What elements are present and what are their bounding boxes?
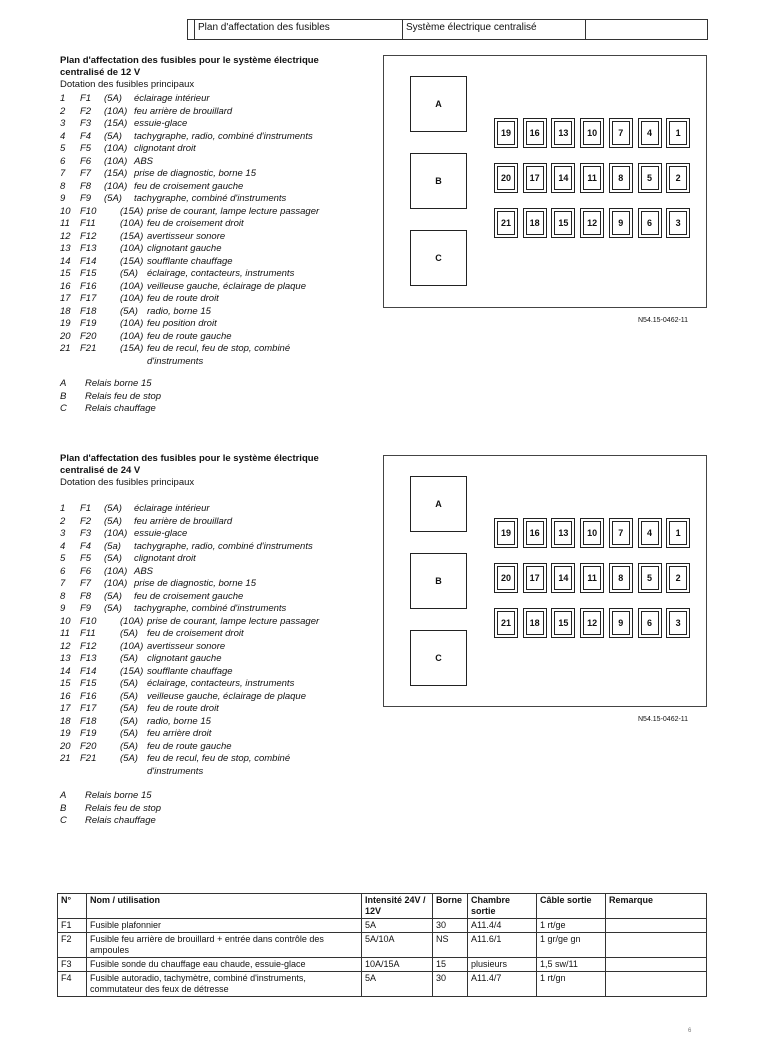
relay-description: Relais chauffage <box>85 815 156 826</box>
fuse-index: 8 <box>60 590 66 602</box>
fuse-rating: (15A) <box>120 205 144 217</box>
fuse-index: 18 <box>60 715 71 727</box>
fuse-description: prise de diagnostic, borne 15 <box>134 168 256 179</box>
fuse-id: F19 <box>80 318 97 329</box>
fuse-rating: (5A) <box>104 503 122 514</box>
fuse-slot: 14 <box>551 563 575 593</box>
cell-name: Fusible feu arrière de brouillard + entrée dans contrôle des ampoules <box>87 933 362 958</box>
cell-terminal: NS <box>433 933 468 958</box>
section-24v <box>60 453 350 826</box>
fuse-index: 7 <box>60 168 66 179</box>
fuse-id: F3 <box>80 528 92 539</box>
fuse-description: feu de croisement gauche <box>134 590 244 602</box>
relay-description: Relais borne 15 <box>85 378 152 389</box>
fuse-id: F9 <box>80 193 92 204</box>
fuse-index: 13 <box>60 243 71 254</box>
relay-description: Relais feu de stop <box>85 390 162 402</box>
fuse-index: 3 <box>60 118 66 129</box>
fuse-rating: (10A) <box>120 330 144 342</box>
fuse-description: feu de croisement droit <box>147 218 244 229</box>
fuse-id: F10 <box>80 205 97 217</box>
fuse-rating: (10A) <box>120 243 144 254</box>
relay-key: C <box>60 403 67 414</box>
fuse-id: F5 <box>80 143 92 154</box>
fuse-index: 6 <box>60 565 66 577</box>
cell-current: 5A <box>362 972 433 997</box>
fuse-slot: 17 <box>523 163 547 193</box>
fuse-slot: 8 <box>609 163 633 193</box>
fuse-rating: (5A) <box>120 740 138 752</box>
cell-current: 5A <box>362 919 433 933</box>
fuse-rating: (10A) <box>120 293 144 304</box>
fuse-id: F16 <box>80 280 97 292</box>
fuse-slot: 7 <box>609 118 633 148</box>
fuse-description: radio, borne 15 <box>147 305 211 317</box>
fuse-id: F12 <box>80 230 97 242</box>
fuse-rating: (5A) <box>104 590 122 602</box>
fuse-rating: (10A) <box>120 318 144 329</box>
fuse-slot: 21 <box>494 208 518 238</box>
cell-cable: 1 gr/ge gn <box>537 933 606 958</box>
fuse-slot: 18 <box>523 608 547 638</box>
relay-description: Relais chauffage <box>85 403 156 414</box>
fuse-id: F10 <box>80 615 97 627</box>
fuse-description: clignotant gauche <box>147 243 222 254</box>
relay-key: A <box>60 378 67 389</box>
fuse-id: F7 <box>80 578 92 589</box>
fuse-description: prise de courant, lampe lecture passager <box>147 205 320 217</box>
fuse-description: clignotant droit <box>134 143 196 154</box>
relay-description: Relais feu de stop <box>85 802 162 814</box>
fuse-description: prise de courant, lampe lecture passager <box>147 615 320 627</box>
col-header-current <box>362 894 433 919</box>
table-row <box>58 933 707 958</box>
cell-chamber: A11.4/4 <box>468 919 537 933</box>
fuse-index: 21 <box>60 343 71 354</box>
fuse-description: tachygraphe, radio, combiné d'instruments <box>134 540 313 552</box>
section-subtitle: Dotation des fusibles principaux <box>60 79 195 90</box>
fuse-index: 16 <box>60 280 71 292</box>
fuse-slot: 12 <box>580 208 604 238</box>
fuse-description: éclairage, contacteurs, instruments <box>147 268 295 279</box>
fuse-rating: (10A) <box>120 218 144 229</box>
col-header-remark: Remarque <box>606 894 707 919</box>
fuse-id: F1 <box>80 93 92 104</box>
cell-current: 10A/15A <box>362 958 433 972</box>
fuse-id: F21 <box>80 343 97 354</box>
header-cell-empty <box>188 20 195 39</box>
fuse-index: 2 <box>60 105 66 117</box>
fuse-description: veilleuse gauche, éclairage de plaque <box>147 690 306 702</box>
fuse-index: 1 <box>60 93 66 104</box>
cell-name: Fusible sonde du chauffage eau chaude, essuie-glace <box>87 958 362 972</box>
fuse-slot: 3 <box>666 208 690 238</box>
fuse-slot: 11 <box>580 563 604 593</box>
fuse-rating: (5A) <box>120 305 138 317</box>
fuse-slot: 10 <box>580 518 604 548</box>
fuse-box-diagram-12v <box>383 55 707 308</box>
fuse-description: feu de croisement gauche <box>134 180 244 192</box>
fuse-description: d'instruments <box>147 355 204 367</box>
fuse-index: 2 <box>60 515 66 527</box>
fuse-rating: (15A) <box>104 118 128 129</box>
relay-key: B <box>60 390 67 402</box>
table-row <box>58 972 707 997</box>
cell-chamber: A11.6/1 <box>468 933 537 958</box>
fuse-id: F11 <box>80 628 96 639</box>
fuse-description: feu de route gauche <box>147 740 232 752</box>
fuse-id: F15 <box>80 678 97 689</box>
relay-key: C <box>60 815 67 826</box>
fuse-rating: (15A) <box>120 230 144 242</box>
fuse-index: 4 <box>60 540 66 552</box>
fuse-slot: 6 <box>638 208 662 238</box>
fuse-description: clignotant droit <box>134 553 196 564</box>
fuse-rating: (10A) <box>120 615 144 627</box>
fuse-id: F20 <box>80 330 97 342</box>
relay-box-a: A <box>410 76 467 132</box>
fuse-slot: 8 <box>609 563 633 593</box>
fuse-id: F19 <box>80 728 97 739</box>
cell-name: Fusible plafonnier <box>87 919 362 933</box>
relay-box-c: C <box>410 630 467 686</box>
fuse-rating: (5A) <box>120 715 138 727</box>
fuse-slot: 7 <box>609 518 633 548</box>
fuse-description: soufflante chauffage <box>147 255 233 267</box>
fuse-description: veilleuse gauche, éclairage de plaque <box>147 280 306 292</box>
fuse-description: feu arrière de brouillard <box>134 105 233 117</box>
fuse-description: feu de route droit <box>147 703 219 714</box>
fuse-id: F18 <box>80 305 97 317</box>
fuse-description: radio, borne 15 <box>147 715 211 727</box>
fuse-rating: (15A) <box>120 343 144 354</box>
fuse-slot: 5 <box>638 563 662 593</box>
fuse-index: 13 <box>60 653 71 664</box>
fuse-rating: (5A) <box>120 268 138 279</box>
fuse-slot: 12 <box>580 608 604 638</box>
fuse-description: clignotant gauche <box>147 653 222 664</box>
relay-box-c: C <box>410 230 467 286</box>
fuse-slot: 2 <box>666 563 690 593</box>
fuse-rating: (5A) <box>104 553 122 564</box>
fuse-id: F1 <box>80 503 92 514</box>
fuse-index: 15 <box>60 268 71 279</box>
diagram-ref-24v: N54.15-0462-11 <box>638 716 689 723</box>
fuse-slot: 10 <box>580 118 604 148</box>
fuse-description: avertisseur sonore <box>147 640 226 652</box>
fuse-index: 5 <box>60 143 66 154</box>
relay-box-b: B <box>410 553 467 609</box>
fuse-id: F13 <box>80 243 97 254</box>
fuse-slot: 13 <box>551 518 575 548</box>
fuse-index: 6 <box>60 155 66 167</box>
fuse-description: feu arrière droit <box>147 728 212 739</box>
fuse-slot: 21 <box>494 608 518 638</box>
fuse-rating: (15A) <box>120 665 144 677</box>
fuse-slot: 2 <box>666 163 690 193</box>
col-header-current-label: Intensité 24V / 12V <box>365 895 426 916</box>
fuse-description: éclairage intérieur <box>134 503 210 514</box>
fuse-description: feu arrière de brouillard <box>134 515 233 527</box>
table-row <box>58 958 707 972</box>
fuse-index: 16 <box>60 690 71 702</box>
fuse-slot: 19 <box>494 518 518 548</box>
fuse-rating: (5a) <box>104 540 121 552</box>
fuse-id: F8 <box>80 180 92 192</box>
section-subtitle: Dotation des fusibles principaux <box>60 477 195 488</box>
fuse-slot: 4 <box>638 518 662 548</box>
fuse-rating: (5A) <box>120 678 138 689</box>
fuse-id: F13 <box>80 653 97 664</box>
cell-cable: 1 rt/ge <box>537 919 606 933</box>
fuse-rating: (5A) <box>120 753 138 764</box>
fuse-usage-table <box>57 893 707 997</box>
fuse-index: 10 <box>60 205 71 217</box>
fuse-rating: (10A) <box>120 640 144 652</box>
fuse-index: 11 <box>60 218 70 229</box>
fuse-index: 18 <box>60 305 71 317</box>
fuse-description: feu de recul, feu de stop, combiné <box>147 343 291 354</box>
cell-name: Fusible autoradio, tachymètre, combiné d'instruments, commutateur des feux de détresse <box>87 972 362 997</box>
fuse-id: F2 <box>80 105 92 117</box>
relay-box-a: A <box>410 476 467 532</box>
fuse-slot: 3 <box>666 608 690 638</box>
fuse-index: 10 <box>60 615 71 627</box>
fuse-id: F8 <box>80 590 92 602</box>
fuse-index: 1 <box>60 503 66 514</box>
relay-description: Relais borne 15 <box>85 790 152 801</box>
cell-remark <box>606 933 707 958</box>
cell-current: 5A/10A <box>362 933 433 958</box>
fuse-index: 9 <box>60 603 66 614</box>
fuse-index: 17 <box>60 703 71 714</box>
cell-cable: 1,5 sw/11 <box>537 958 606 972</box>
cell-chamber: A11.4/7 <box>468 972 537 997</box>
col-header-name: Nom / utilisation <box>87 894 362 919</box>
table-body <box>58 919 707 997</box>
fuse-id: F12 <box>80 640 97 652</box>
fuse-id: F11 <box>80 218 96 229</box>
cell-remark <box>606 972 707 997</box>
fuse-id: F6 <box>80 565 92 577</box>
fuse-id: F2 <box>80 515 92 527</box>
fuse-slot: 19 <box>494 118 518 148</box>
fuse-index: 19 <box>60 728 71 739</box>
fuse-slot: 9 <box>609 608 633 638</box>
header-cell-empty-right <box>586 20 707 39</box>
section-title: Plan d'affectation des fusibles pour le système électrique centralisé de 12 V <box>60 55 319 78</box>
fuse-rating: (10A) <box>104 180 128 192</box>
fuse-index: 17 <box>60 293 71 304</box>
fuse-rating: (10A) <box>104 105 128 117</box>
fuse-id: F18 <box>80 715 97 727</box>
fuse-index: 14 <box>60 255 71 267</box>
fuse-rating: (15A) <box>104 168 128 179</box>
fuse-id: F7 <box>80 168 92 179</box>
fuse-rating: (15A) <box>120 255 144 267</box>
fuse-id: F9 <box>80 603 92 614</box>
fuse-id: F20 <box>80 740 97 752</box>
fuse-slot: 20 <box>494 163 518 193</box>
header-bar <box>187 19 708 40</box>
col-header-terminal: Borne <box>433 894 468 919</box>
fuse-id: F14 <box>80 665 97 677</box>
fuse-rating: (5A) <box>104 130 122 142</box>
fuse-id: F17 <box>80 703 97 714</box>
cell-remark <box>606 919 707 933</box>
fuse-description: prise de diagnostic, borne 15 <box>134 578 256 589</box>
fuse-slot: 15 <box>551 608 575 638</box>
fuse-description: soufflante chauffage <box>147 665 233 677</box>
fuse-id: F14 <box>80 255 97 267</box>
cell-number: F3 <box>58 958 87 972</box>
header-cell-title: Plan d'affectation des fusibles <box>195 20 403 39</box>
fuse-rating: (5A) <box>104 515 122 527</box>
fuse-description: feu de recul, feu de stop, combiné <box>147 753 291 764</box>
fuse-slot: 9 <box>609 208 633 238</box>
col-header-cable: Câble sortie <box>537 894 606 919</box>
fuse-index: 11 <box>60 628 70 639</box>
fuse-rating: (5A) <box>104 193 122 204</box>
fuse-index: 3 <box>60 528 66 539</box>
diagram-ref-12v: N54.15-0462-11 <box>638 317 689 324</box>
fuse-rating: (10A) <box>104 155 128 167</box>
fuse-description: essuie-glace <box>134 528 188 539</box>
fuse-rating: (5A) <box>120 653 138 664</box>
fuse-rating: (10A) <box>104 528 128 539</box>
cell-terminal: 15 <box>433 958 468 972</box>
fuse-slot: 11 <box>580 163 604 193</box>
cell-terminal: 30 <box>433 919 468 933</box>
table-row <box>58 919 707 933</box>
relay-key: A <box>60 790 67 801</box>
fuse-slot: 20 <box>494 563 518 593</box>
fuse-slot: 16 <box>523 118 547 148</box>
fuse-slot: 16 <box>523 518 547 548</box>
fuse-id: F15 <box>80 268 97 279</box>
fuse-index: 19 <box>60 318 71 329</box>
fuse-box-diagram-24v <box>383 455 707 707</box>
fuse-index: 9 <box>60 193 66 204</box>
fuse-description: tachygraphe, combiné d'instruments <box>134 193 287 204</box>
fuse-id: F21 <box>80 753 97 764</box>
fuse-rating: (5A) <box>120 690 138 702</box>
fuse-slot: 4 <box>638 118 662 148</box>
fuse-index: 5 <box>60 553 66 564</box>
fuse-description: tachygraphe, combiné d'instruments <box>134 603 287 614</box>
fuse-index: 12 <box>60 640 71 652</box>
fuse-id: F17 <box>80 293 97 304</box>
cell-number: F4 <box>58 972 87 997</box>
fuse-rating: (10A) <box>104 578 128 589</box>
fuse-slot: 1 <box>666 518 690 548</box>
fuse-rating: (10A) <box>104 143 128 154</box>
fuse-index: 8 <box>60 180 66 192</box>
fuse-description: ABS <box>134 155 154 167</box>
cell-chamber: plusieurs <box>468 958 537 972</box>
fuse-description: feu position droit <box>147 318 217 329</box>
col-header-number: N° <box>58 894 87 919</box>
cell-terminal: 30 <box>433 972 468 997</box>
fuse-slot: 13 <box>551 118 575 148</box>
fuse-id: F4 <box>80 130 92 142</box>
section-title: Plan d'affectation des fusibles pour le système électrique centralisé de 24 V <box>60 453 319 476</box>
fuse-id: F5 <box>80 553 92 564</box>
page-mark: 6 <box>688 1028 692 1034</box>
fuse-rating: (10A) <box>120 280 144 292</box>
fuse-index: 12 <box>60 230 71 242</box>
cell-number: F1 <box>58 919 87 933</box>
col-header-chamber: Chambre sortie <box>468 894 537 919</box>
fuse-id: F16 <box>80 690 97 702</box>
relay-box-b: B <box>410 153 467 209</box>
header-cell-system: Système électrique centralisé <box>403 20 586 39</box>
fuse-slot: 15 <box>551 208 575 238</box>
fuse-slot: 17 <box>523 563 547 593</box>
relay-key: B <box>60 802 67 814</box>
fuse-description: feu de route droit <box>147 293 219 304</box>
fuse-rating: (5A) <box>104 93 122 104</box>
fuse-description: éclairage intérieur <box>134 93 210 104</box>
fuse-rating: (10A) <box>104 565 128 577</box>
fuse-description: éclairage, contacteurs, instruments <box>147 678 295 689</box>
fuse-slot: 18 <box>523 208 547 238</box>
table-header-row <box>58 894 707 919</box>
fuse-slot: 1 <box>666 118 690 148</box>
fuse-index: 4 <box>60 130 66 142</box>
section-12v <box>60 55 350 414</box>
cell-number: F2 <box>58 933 87 958</box>
fuse-description: essuie-glace <box>134 118 188 129</box>
fuse-rating: (5A) <box>120 628 138 639</box>
fuse-index: 15 <box>60 678 71 689</box>
fuse-description: d'instruments <box>147 765 204 777</box>
fuse-description: feu de croisement droit <box>147 628 244 639</box>
fuse-index: 14 <box>60 665 71 677</box>
cell-cable: 1 rt/gn <box>537 972 606 997</box>
fuse-index: 7 <box>60 578 66 589</box>
fuse-description: ABS <box>134 565 154 577</box>
fuse-slot: 6 <box>638 608 662 638</box>
fuse-id: F4 <box>80 540 92 552</box>
fuse-id: F6 <box>80 155 92 167</box>
fuse-index: 20 <box>60 740 71 752</box>
fuse-description: tachygraphe, radio, combiné d'instruments <box>134 130 313 142</box>
fuse-description: avertisseur sonore <box>147 230 226 242</box>
cell-remark <box>606 958 707 972</box>
fuse-id: F3 <box>80 118 92 129</box>
fuse-index: 20 <box>60 330 71 342</box>
fuse-rating: (5A) <box>104 603 122 614</box>
fuse-index: 21 <box>60 753 71 764</box>
fuse-description: feu de route gauche <box>147 330 232 342</box>
fuse-slot: 14 <box>551 163 575 193</box>
fuse-rating: (5A) <box>120 703 138 714</box>
fuse-rating: (5A) <box>120 728 138 739</box>
fuse-slot: 5 <box>638 163 662 193</box>
